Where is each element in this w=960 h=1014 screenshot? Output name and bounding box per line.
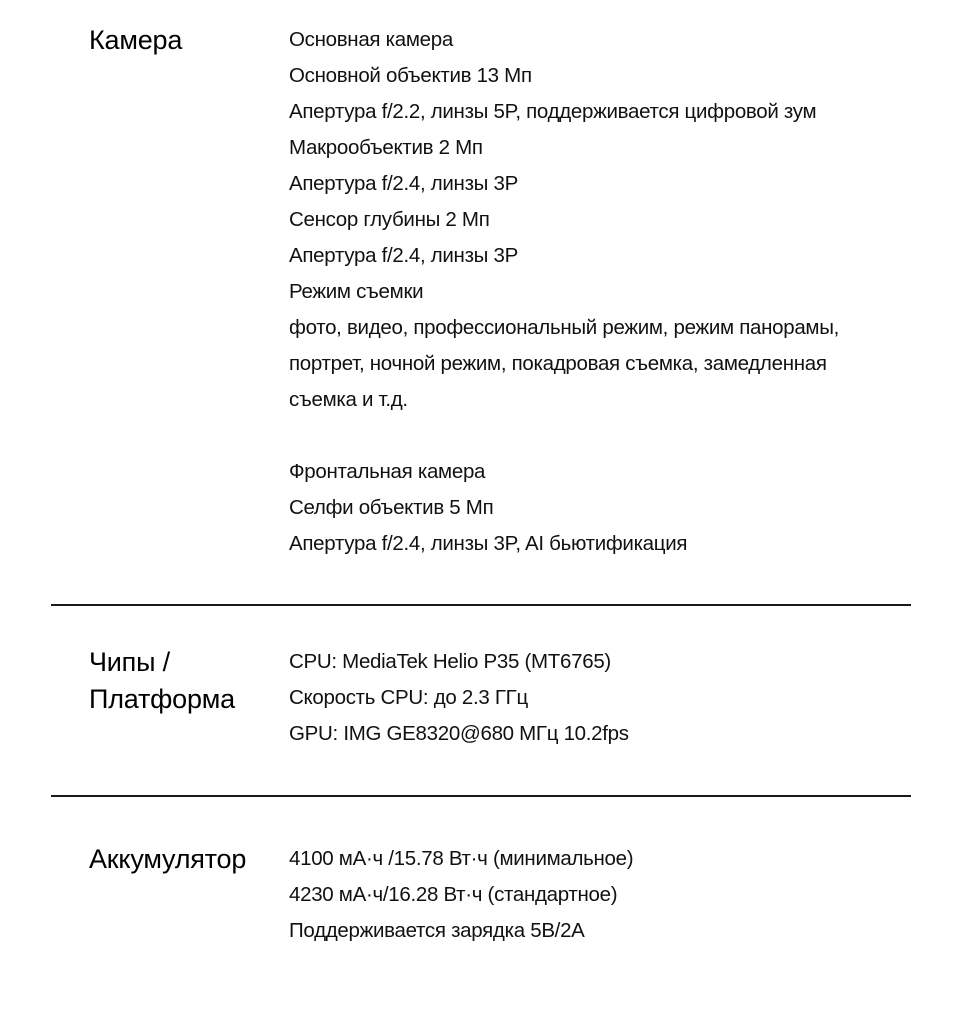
spec-line: GPU: IMG GE8320@680 МГц 10.2fps — [289, 722, 629, 745]
platform-title-line2: Платформа — [89, 684, 235, 714]
camera-spec-list — [289, 22, 929, 562]
spec-line: Режим съемки — [289, 280, 424, 303]
spec-line: 4230 мА·ч/16.28 Вт·ч (стандартное) — [289, 883, 618, 906]
platform-spec-list — [289, 644, 929, 752]
spec-line: Основной объектив 13 Мп — [289, 64, 532, 87]
spec-line: фото, видео, профессиональный режим, режим панорамы, — [289, 316, 840, 339]
spec-line: Апертура f/2.4, линзы 3P — [289, 244, 518, 267]
section-divider — [51, 795, 911, 797]
camera-section-title — [89, 22, 279, 59]
spec-line: Селфи объектив 5 Мп — [289, 496, 494, 519]
battery-title-text: Аккумулятор — [89, 844, 247, 874]
spec-line: Скорость CPU: до 2.3 ГГц — [289, 686, 528, 709]
spec-line: Сенсор глубины 2 Мп — [289, 208, 490, 231]
spec-line: портрет, ночной режим, покадровая съемка, замедленная — [289, 352, 827, 375]
spec-line: Фронтальная камера — [289, 460, 486, 483]
spec-line: Поддерживается зарядка 5В/2А — [289, 919, 585, 942]
platform-section-title — [89, 644, 279, 718]
platform-title-line1: Чипы / — [89, 647, 170, 677]
battery-spec-list — [289, 841, 929, 949]
spec-line: Апертура f/2.4, линзы 3P — [289, 172, 518, 195]
spec-line: съемка и т.д. — [289, 388, 408, 411]
spec-line: Макрообъектив 2 Мп — [289, 136, 483, 159]
section-divider — [51, 604, 911, 606]
spec-line: Основная камера — [289, 28, 453, 51]
camera-title-text: Камера — [89, 25, 183, 55]
spec-line: Апертура f/2.4, линзы 3P, AI бьютификация — [289, 532, 688, 555]
spec-line: Апертура f/2.2, линзы 5P, поддерживается цифровой зум — [289, 100, 817, 123]
battery-section-title — [89, 841, 279, 878]
spec-line: CPU: MediaTek Helio P35 (MT6765) — [289, 650, 611, 673]
spec-line-spacer — [289, 418, 929, 454]
spec-line: 4100 мА·ч /15.78 Вт·ч (минимальное) — [289, 847, 634, 870]
